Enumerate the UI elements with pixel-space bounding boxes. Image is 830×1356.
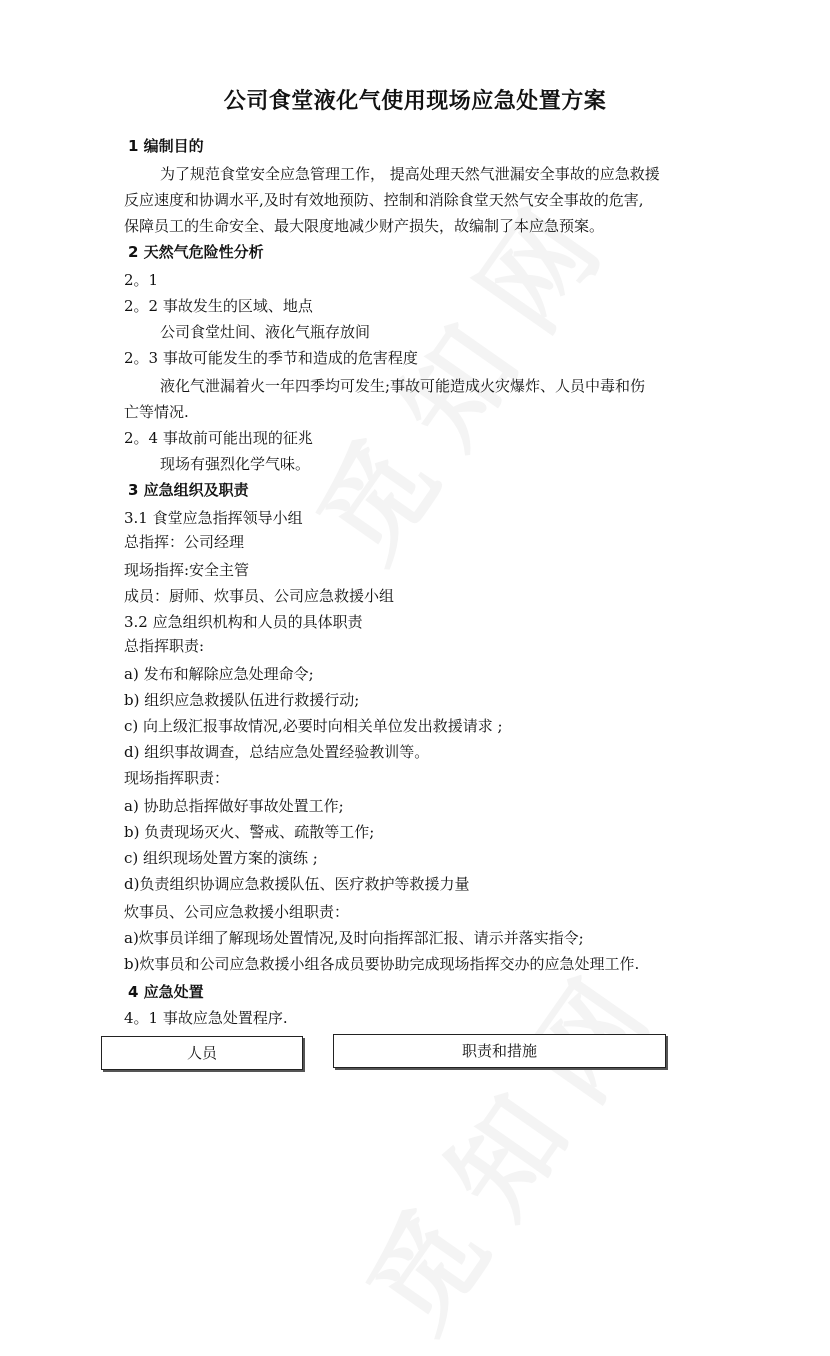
section-3-heading: 3 应急组织及职责 <box>128 481 249 499</box>
section-1-paragraph-line: 反应速度和协调水平,及时有效地预防、控制和消除食堂天然气安全事故的危害, <box>124 191 644 209</box>
section-1-paragraph-line: 保障员工的生命安全、最大限度地减少财产损失，故编制了本应急预案。 <box>124 217 605 235</box>
duty-item: b) 负责现场灭火、警戒、疏散等工作; <box>124 823 375 841</box>
duty-item: d) 组织事故调查，总结应急处置经验教训等。 <box>124 743 430 761</box>
section-4-line: 4。1 事故应急处置程序. <box>124 1009 288 1027</box>
watermark-bottom <box>325 922 695 1356</box>
section-3-line: 成员：厨师、炊事员、公司应急救援小组 <box>124 587 395 605</box>
duty-item: a)炊事员详细了解现场处置情况,及时向指挥部汇报、请示并落实指令; <box>124 929 584 947</box>
duty-item: b)炊事员和公司应急救援小组各成员要协助完成现场指挥交办的应急处理工作. <box>124 955 640 973</box>
section-3-line: 炊事员、公司应急救援小组职责： <box>124 903 350 921</box>
section-2-item-text: 亡等情况. <box>124 403 189 421</box>
section-3-line: 3.2 应急组织机构和人员的具体职责 <box>124 613 363 631</box>
section-3-line: 总指挥：公司经理 <box>124 533 245 551</box>
section-2-item-text: 现场有强烈化学气味。 <box>160 455 311 473</box>
section-2-item: 2。4 事故前可能出现的征兆 <box>124 429 313 447</box>
section-3-line: 3.1 食堂应急指挥领导小组 <box>124 509 303 527</box>
duty-item: a) 协助总指挥做好事故处置工作; <box>124 797 344 815</box>
duty-item: d)负责组织协调应急救援队伍、医疗救护等救援力量 <box>124 875 470 893</box>
table-header-duties: 职责和措施 <box>333 1034 666 1068</box>
table-header-personnel: 人员 <box>101 1036 303 1070</box>
section-1-heading: 1 编制目的 <box>128 137 204 155</box>
section-1-paragraph-line: 为了规范食堂安全应急管理工作， 提高处理天然气泄漏安全事故的应急救援 <box>160 165 660 183</box>
section-2-item: 2。2 事故发生的区域、地点 <box>124 297 313 315</box>
section-3-line: 总指挥职责: <box>124 637 205 655</box>
duty-item: c) 组织现场处置方案的演练 ; <box>124 849 318 867</box>
section-3-line: 现场指挥职责： <box>124 769 230 787</box>
duty-item: c) 向上级汇报事故情况,必要时向相关单位发出救援请求 ; <box>124 717 503 735</box>
section-2-item: 2。1 <box>124 271 159 289</box>
duty-item: a) 发布和解除应急处理命令; <box>124 665 314 683</box>
section-4-heading: 4 应急处置 <box>128 983 204 1001</box>
duty-item: b) 组织应急救援队伍进行救援行动; <box>124 691 360 709</box>
document-title: 公司食堂液化气使用现场应急处置方案 <box>223 89 607 114</box>
section-2-item-text: 液化气泄漏着火一年四季均可发生;事故可能造成火灾爆炸、人员中毒和伤 <box>160 377 646 395</box>
section-2-item-text: 公司食堂灶间、液化气瓶存放间 <box>160 323 371 341</box>
section-2-heading: 2 天然气危险性分析 <box>128 243 264 261</box>
section-2-item: 2。3 事故可能发生的季节和造成的危害程度 <box>124 349 418 367</box>
section-3-line: 现场指挥:安全主管 <box>124 561 250 579</box>
